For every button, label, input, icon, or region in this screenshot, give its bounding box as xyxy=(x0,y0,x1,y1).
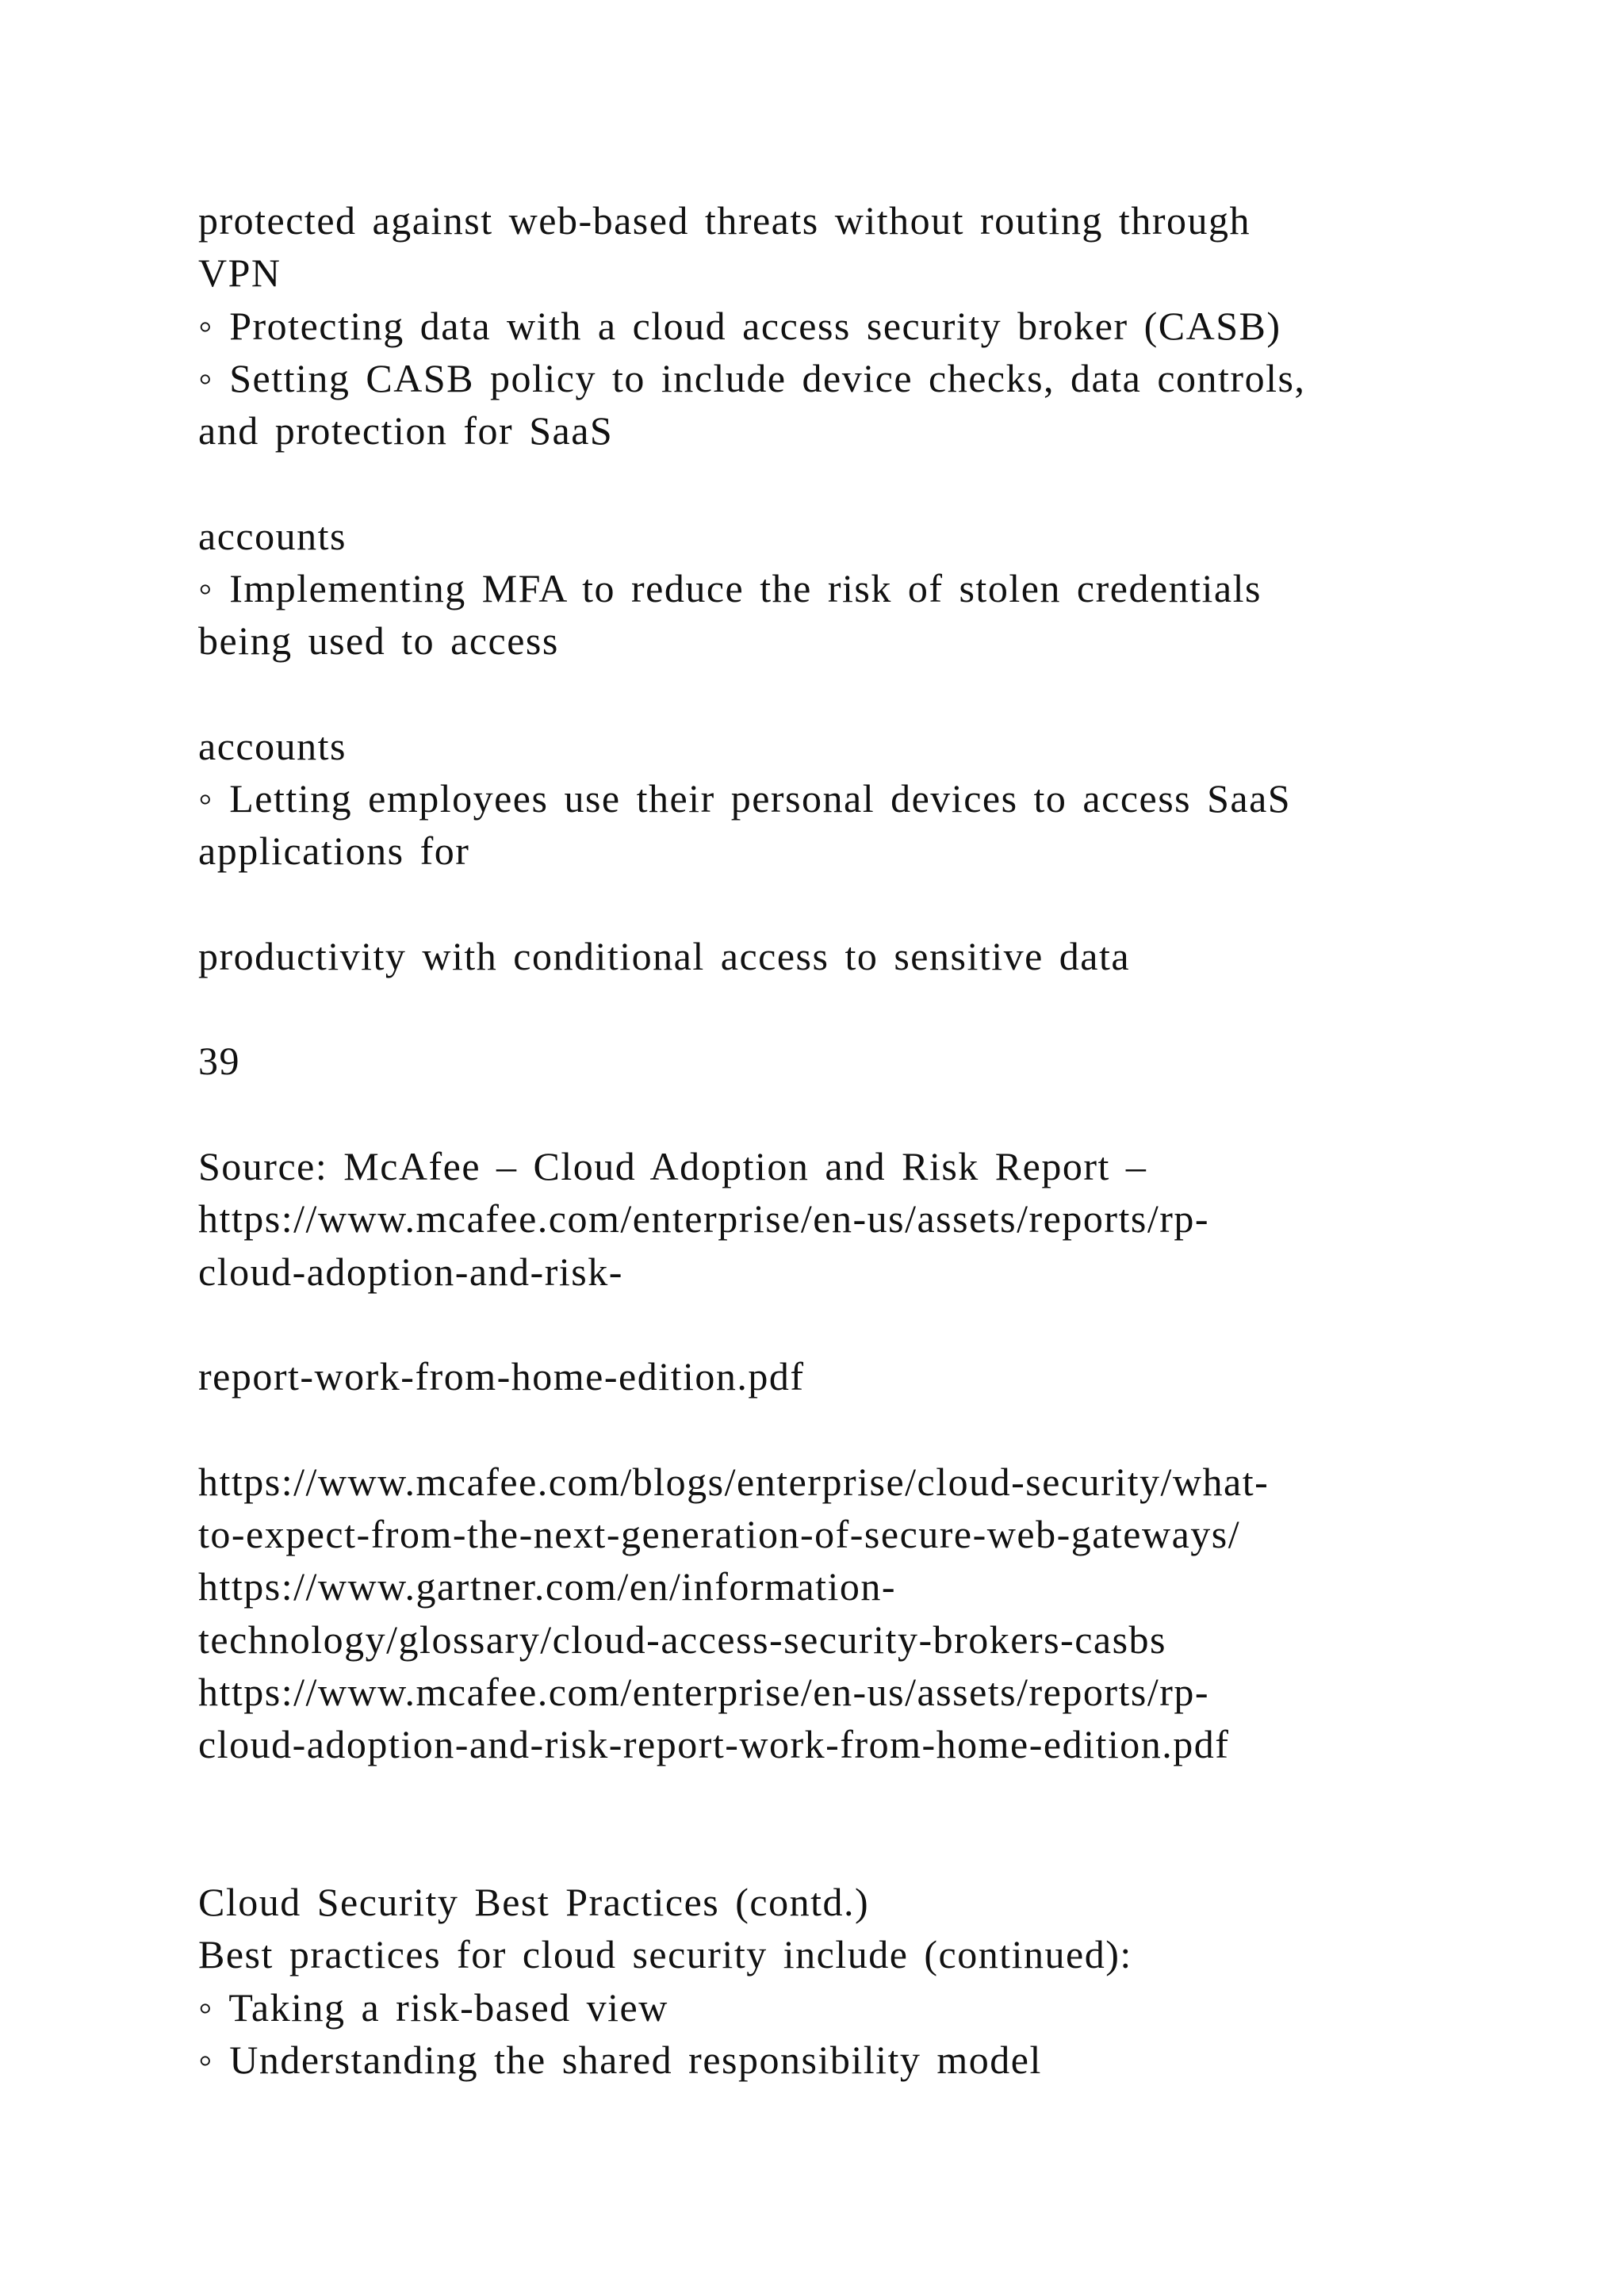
url-line: cloud-adoption-and-risk- xyxy=(198,1249,623,1294)
url-line: https://www.mcafee.com/enterprise/en-us/assets/reports/rp- xyxy=(198,1196,1210,1241)
text-line: being used to access xyxy=(198,618,559,663)
page-number: 39 xyxy=(198,1039,240,1083)
source-line: Source: McAfee – Cloud Adoption and Risk Report – xyxy=(198,1144,1147,1188)
url-line: https://www.gartner.com/en/information- xyxy=(198,1564,897,1609)
text-line: applications for xyxy=(198,828,470,873)
bullet-item: ◦ Understanding the shared responsibility model xyxy=(198,2038,1042,2082)
url-line: https://www.mcafee.com/blogs/enterprise/cloud-security/what- xyxy=(198,1460,1270,1504)
url-line: cloud-adoption-and-risk-report-work-from-home-edition.pdf xyxy=(198,1722,1230,1766)
text-line: Best practices for cloud security include (continued): xyxy=(198,1932,1132,1976)
text-line: and protection for SaaS xyxy=(198,408,614,453)
bullet-item: ◦ Letting employees use their personal devices to access SaaS xyxy=(198,776,1292,821)
text-line: accounts xyxy=(198,724,347,768)
url-line: report-work-from-home-edition.pdf xyxy=(198,1354,805,1399)
bullet-item: ◦ Protecting data with a cloud access security broker (CASB) xyxy=(198,304,1281,348)
url-line: https://www.mcafee.com/enterprise/en-us/assets/reports/rp- xyxy=(198,1670,1210,1714)
bullet-item: ◦ Setting CASB policy to include device checks, data controls, xyxy=(198,356,1306,400)
bullet-item: ◦ Implementing MFA to reduce the risk of stolen credentials xyxy=(198,566,1262,610)
text-line: productivity with conditional access to sensitive data xyxy=(198,934,1131,978)
section-title: Cloud Security Best Practices (contd.) xyxy=(198,1880,870,1924)
text-line: VPN xyxy=(198,251,282,295)
bullet-item: ◦ Taking a risk-based view xyxy=(198,1985,668,2030)
url-line: to-expect-from-the-next-generation-of-secure-web-gateways/ xyxy=(198,1512,1241,1556)
text-line: protected against web-based threats without routing through xyxy=(198,198,1251,243)
url-line: technology/glossary/cloud-access-security-brokers-casbs xyxy=(198,1617,1167,1662)
text-line: accounts xyxy=(198,514,347,558)
